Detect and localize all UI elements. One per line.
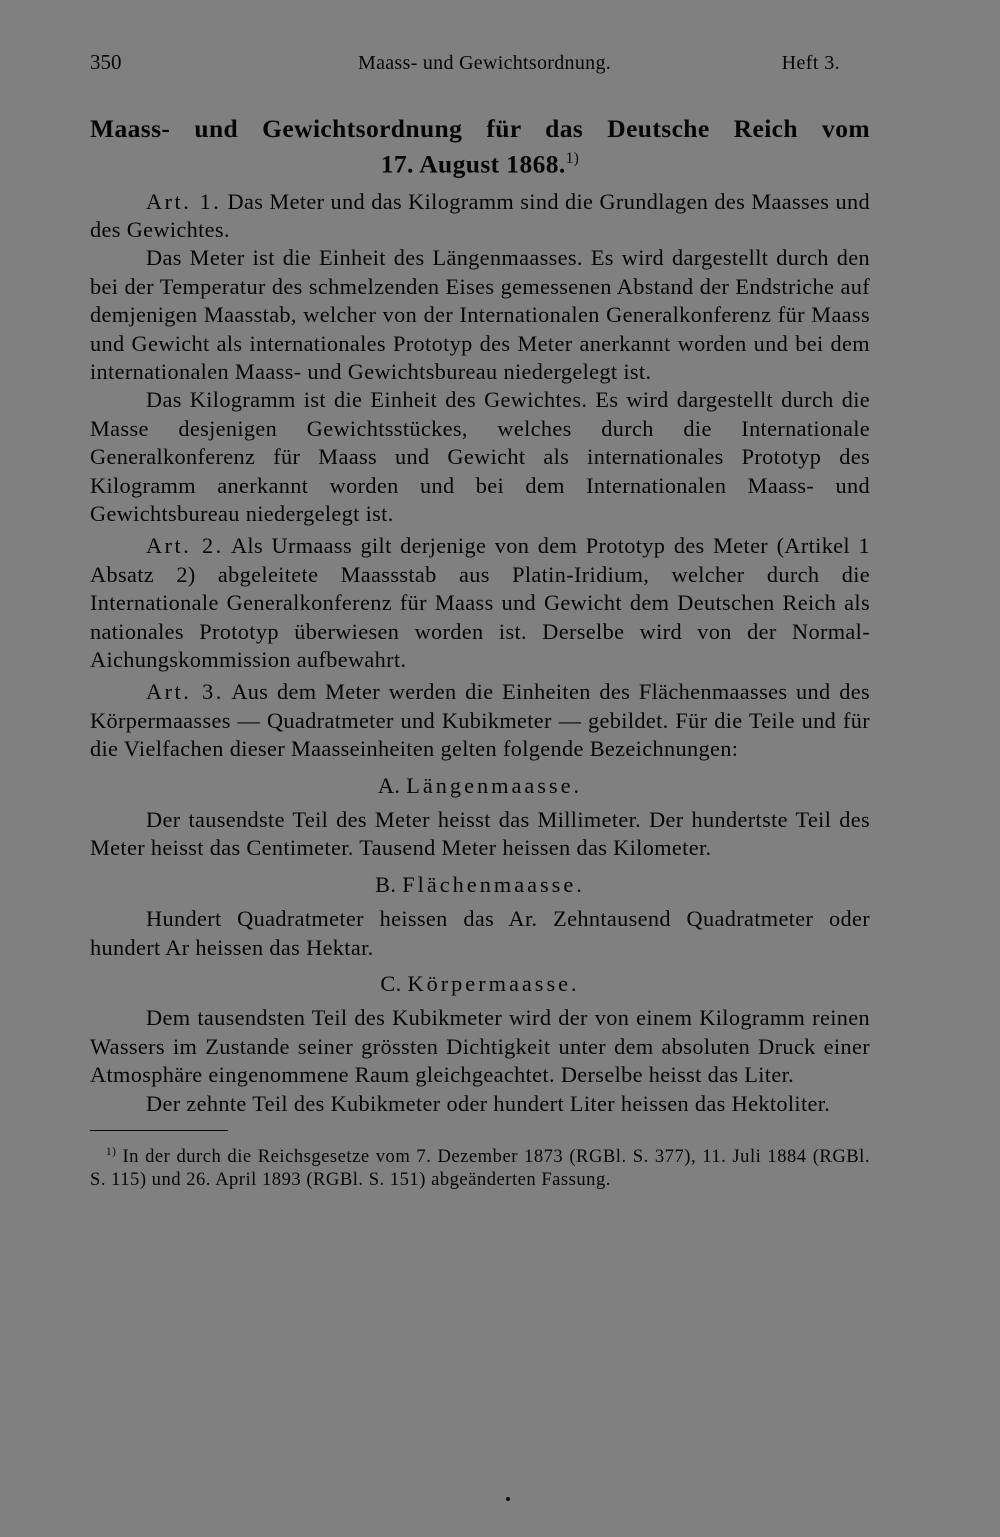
article-2-text: Als Urmaass gilt derjenige von dem Prototyp des Meter (Artikel 1 Absatz 2) abgeleitete Maassstab aus Platin-Iridium, welcher durch die Internationale Generalkonferenz für Maass und Gewicht dem Deutschen Reich als nationales Prototyp überwiesen worden ist. Derselbe wird von der Normal-Aichungskommission aufbewahrt. <box>90 533 870 672</box>
article-1-label: Art. 1. <box>146 188 222 214</box>
article-3-text: Aus dem Meter werden die Einheiten des Flächenmaasses und des Körpermaasses — Quadratmeter und Kubikmeter — gebildet. Für die Teile und für die Vielfachen dieser Maasseinheiten gelten folgende Bezeichnungen: <box>90 679 871 762</box>
article-3-label: Art. 3. <box>146 679 224 705</box>
footnote <box>90 1141 870 1191</box>
page-number: 350 <box>90 50 122 74</box>
section-b-letter: B. <box>375 871 397 897</box>
section-c-heading <box>90 970 870 998</box>
title-line-1: Maass- und Gewichtsordnung für das Deutsche Reich vom <box>90 114 870 143</box>
footnote-rule <box>90 1130 228 1131</box>
footnote-text: In der durch die Reichsgesetze vom 7. Dezember 1873 (RGBl. S. 377), 11. Juli 1884 (RGBl. S. 115) und 26. April 1893 (RGBl. S. 151) abgeänderten Fassung. <box>90 1146 870 1191</box>
article-1-paragraph <box>90 188 870 245</box>
document-body <box>90 188 870 1119</box>
section-a-letter: A. <box>377 772 401 798</box>
section-b-title: Flächenmaasse. <box>402 871 585 897</box>
article-2-paragraph <box>90 532 870 674</box>
section-c-text-1: Dem tausendsten Teil des Kubikmeter wird der von einem Kilogramm reinen Wassers im Zustande seiner grössten Dichtigkeit unter dem absoluten Druck einer Atmosphäre eingenommene Raum gleichgeachtet. Derselbe heisst das Liter. <box>90 1005 870 1088</box>
document-title <box>90 114 870 180</box>
section-a-title: Längenmaasse. <box>406 772 583 798</box>
article-3-paragraph <box>90 678 870 763</box>
footnote-mark: 1) <box>106 1146 117 1159</box>
running-header <box>90 48 870 82</box>
section-c-text-2: Der zehnte Teil des Kubikmeter oder hundert Liter heissen das Hektoliter. <box>146 1090 831 1116</box>
title-line-2: 17. August 1868. <box>380 149 566 179</box>
section-c-title: Körpermaasse. <box>407 971 580 997</box>
page-speck <box>506 1497 510 1501</box>
section-a-heading <box>90 772 870 800</box>
book-page <box>90 48 870 1191</box>
section-b-text: Hundert Quadratmeter heissen das Ar. Zehntausend Quadratmeter oder hundert Ar heissen das Hektar. <box>90 906 870 960</box>
section-a-text: Der tausendste Teil des Meter heisst das Millimeter. Der hundertste Teil des Meter heisst das Centimeter. Tausend Meter heissen das Kilometer. <box>90 807 870 861</box>
title-footnote-mark: 1) <box>565 150 580 167</box>
section-b-heading <box>90 871 870 899</box>
meter-paragraph: Das Meter ist die Einheit des Längenmaasses. Es wird dargestellt durch den bei der Temperatur des schmelzenden Eises gemessenen Abstand der Endstriche auf demjenigen Maasstab, welcher von der Internationalen Generalkonferenz für Maass und Gewicht als internationales Prototyp des Meter anerkannt worden und bei dem internationalen Maass- und Gewichtsbureau niedergelegt ist. <box>90 245 870 384</box>
article-1-text: Das Meter und das Kilogramm sind die Grundlagen des Maasses und des Gewichtes. <box>90 188 870 242</box>
issue-number: Heft 3. <box>781 52 840 74</box>
running-title: Maass- und Gewichtsordnung. <box>358 52 612 74</box>
section-c-letter: C. <box>380 971 402 997</box>
article-2-label: Art. 2. <box>146 533 224 559</box>
kilogramm-paragraph: Das Kilogramm ist die Einheit des Gewichtes. Es wird dargestellt durch die Masse desjenigen Gewichtsstückes, welches durch die Internationale Generalkonferenz für Maass und Gewicht als internationales Prototyp des Kilogramm anerkannt worden und bei dem Internationalen Maass- und Gewichtsbureau niedergelegt ist. <box>90 387 870 526</box>
